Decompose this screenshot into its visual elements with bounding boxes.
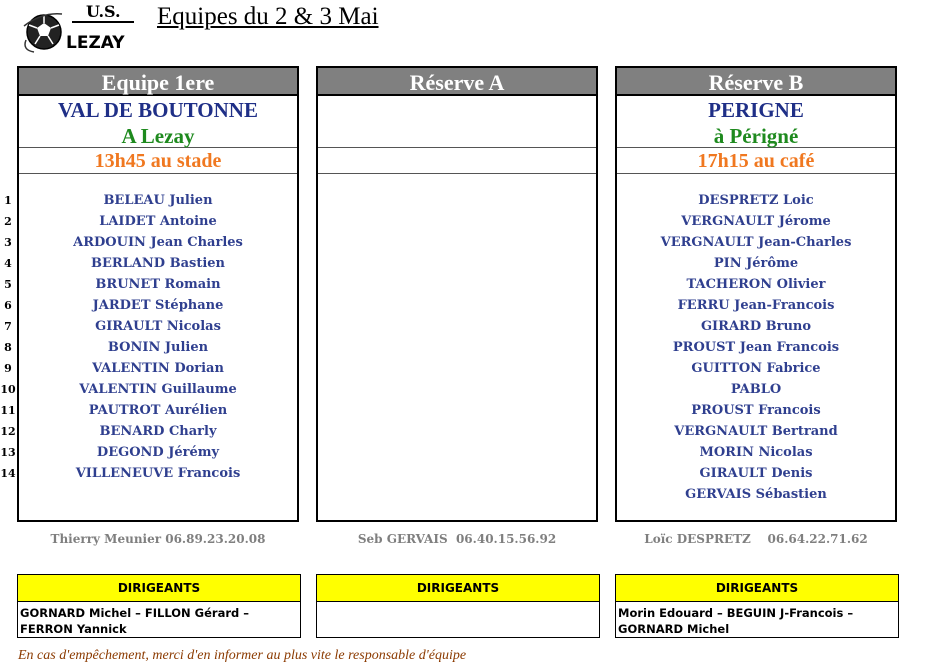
dirigeants-line: GORNARD Michel — [618, 622, 730, 636]
player-name: LAIDET Antoine — [99, 214, 217, 229]
team-header: Réserve B — [617, 68, 895, 96]
team-reserve-a — [316, 66, 598, 522]
row-number: 4 — [4, 257, 12, 270]
player-name: VALENTIN Guillaume — [79, 382, 237, 397]
dirigeants-box — [615, 574, 899, 638]
team-opponent: VAL DE BOUTONNE — [58, 98, 258, 122]
team-opponent — [318, 96, 596, 122]
row-number: 11 — [0, 404, 16, 417]
team-opponent: PERIGNE — [708, 98, 804, 122]
team-venue — [318, 122, 596, 148]
team-venue: A Lezay — [19, 122, 297, 148]
logo-bottom-text: LEZAY — [66, 33, 125, 53]
player-name: GIRARD Bruno — [700, 319, 812, 334]
team-contact: Thierry Meunier 06.89.23.20.08 — [50, 532, 266, 546]
row-number: 10 — [0, 383, 16, 396]
dirigeants-header: DIRIGEANTS — [616, 575, 898, 602]
team-contact: Seb GERVAIS 06.40.15.56.92 — [357, 532, 557, 546]
row-number: 5 — [4, 278, 12, 291]
dirigeants-line: Morin Edouard – BEGUIN J-Francois – — [618, 606, 854, 620]
player-name: VERGNAULT Jean-Charles — [660, 235, 852, 250]
player-name: VALENTIN Dorian — [92, 361, 224, 376]
dirigeants-box — [17, 574, 301, 638]
player-name: PAUTROT Aurélien — [88, 403, 228, 418]
player-name: DESPRETZ Loic — [698, 193, 814, 208]
dirigeants-header: DIRIGEANTS — [317, 575, 599, 602]
player-name: VILLENEUVE Francois — [75, 466, 241, 481]
team-header: Réserve A — [318, 68, 596, 96]
player-name: BONIN Julien — [107, 340, 209, 355]
player-list — [617, 190, 895, 505]
player-name: GIRAULT Nicolas — [95, 319, 221, 334]
row-number: 2 — [4, 215, 12, 228]
player-name: BENARD Charly — [99, 424, 217, 439]
row-number: 8 — [4, 341, 12, 354]
player-name: VERGNAULT Bertrand — [674, 424, 838, 439]
player-name: MORIN Nicolas — [699, 445, 813, 460]
team-time: 17h15 au café — [617, 148, 895, 174]
player-name: PIN Jérôme — [713, 256, 799, 271]
player-name: GUITTON Fabrice — [691, 361, 821, 376]
row-number: 9 — [4, 362, 12, 375]
player-name: PABLO — [730, 382, 782, 397]
player-name: PROUST Francois — [691, 403, 821, 418]
player-name: TACHERON Olivier — [686, 277, 826, 292]
row-numbers — [0, 190, 16, 484]
row-number: 1 — [4, 194, 12, 207]
team-time — [318, 148, 596, 174]
team-time: 13h45 au stade — [19, 148, 297, 174]
logo-top-text: U.S. — [86, 2, 121, 21]
row-number: 7 — [4, 320, 12, 333]
team-equipe-1ere — [17, 66, 299, 522]
player-name: BELEAU Julien — [103, 193, 213, 208]
dirigeants-header: DIRIGEANTS — [18, 575, 300, 602]
row-number: 12 — [0, 425, 16, 438]
team-contact: Loïc DESPRETZ 06.64.22.71.62 — [644, 532, 868, 546]
dirigeants-names — [317, 602, 599, 605]
page-title: Equipes du 2 & 3 Mai — [157, 3, 379, 30]
team-header: Equipe 1ere — [19, 68, 297, 96]
player-name: VERGNAULT Jérome — [681, 214, 831, 229]
row-number: 13 — [0, 446, 16, 459]
row-number: 14 — [0, 467, 16, 480]
dirigeants-line: FERRON Yannick — [20, 622, 127, 636]
row-number: 6 — [4, 299, 12, 312]
club-logo — [22, 2, 138, 56]
player-name: PROUST Jean Francois — [672, 340, 840, 355]
player-name: FERRU Jean-Francois — [677, 298, 835, 313]
dirigeants-names — [616, 602, 898, 637]
player-name: DEGOND Jérémy — [96, 445, 220, 460]
dirigeants-names — [18, 602, 300, 637]
player-name: BRUNET Romain — [95, 277, 221, 292]
player-name: JARDET Stéphane — [92, 298, 224, 313]
player-list — [19, 190, 297, 484]
team-venue: à Périgné — [617, 122, 895, 148]
player-name: ARDOUIN Jean Charles — [73, 235, 243, 250]
team-reserve-b — [615, 66, 897, 522]
player-name: GERVAIS Sébastien — [685, 487, 827, 502]
footnote: En cas d'empêchement, merci d'en informer au plus vite le responsable d'équipe — [18, 648, 467, 663]
dirigeants-box — [316, 574, 600, 638]
player-name: BERLAND Bastien — [90, 256, 225, 271]
dirigeants-line: GORNARD Michel – FILLON Gérard – — [20, 606, 250, 620]
row-number: 3 — [4, 236, 12, 249]
player-name: GIRAULT Denis — [699, 466, 813, 481]
